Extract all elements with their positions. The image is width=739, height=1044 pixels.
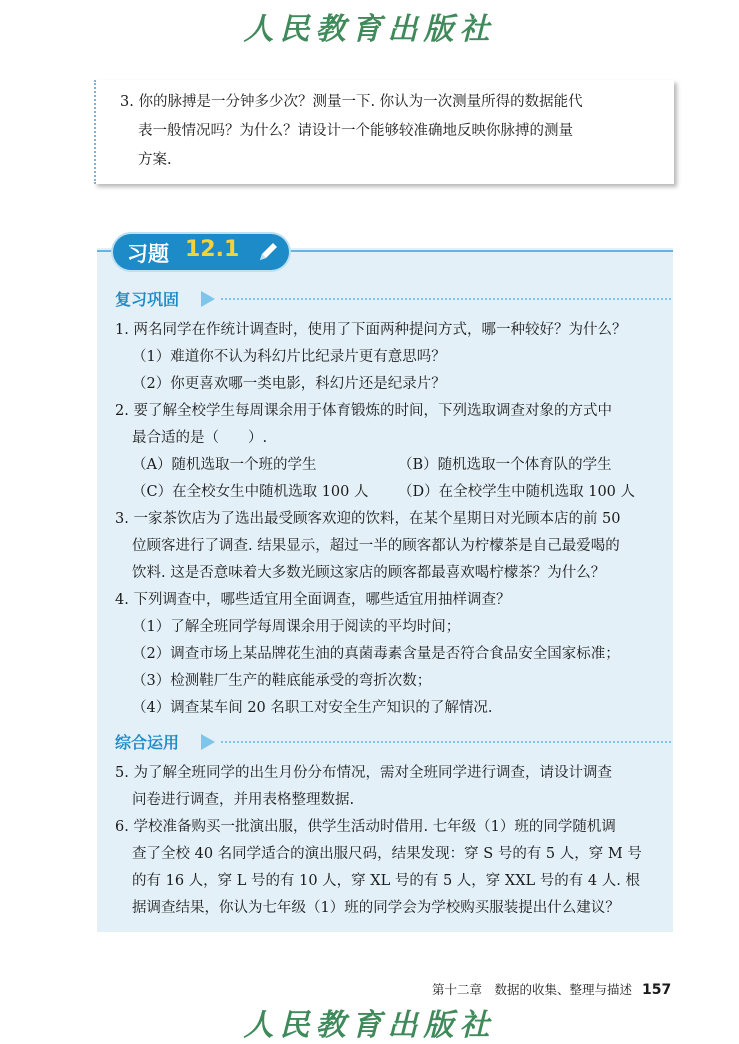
think-line: 方案. xyxy=(138,152,172,168)
section-application-label: 综合运用 xyxy=(115,733,180,752)
page-number: 157 xyxy=(642,982,672,998)
q2-option-d: （D）在全校学生中随机选取 100 人 xyxy=(398,484,636,500)
q4-item: （3）检测鞋厂生产的鞋底能承受的弯折次数； xyxy=(132,673,432,689)
q6-line: 的有 16 人，穿 L 号的有 10 人，穿 XL 号的有 5 人，穿 XXL 号的有 4 人. 根 xyxy=(132,873,640,889)
section-arrow-icon xyxy=(201,291,215,307)
exercise-title-badge xyxy=(113,234,289,270)
section-dotted-rule xyxy=(221,298,671,300)
q5-line: 5. 为了解全班同学的出生月份分布情况，需对全班同学进行调查，请设计调查 xyxy=(115,765,612,781)
q6-line: 6. 学校准备购买一批演出服，供学生活动时借用. 七年级（1）班的同学随机调 xyxy=(115,819,616,835)
q2-stem: 2. 要了解全校学生每周课余用于体育锻炼的时间，下列选取调查对象的方式中 xyxy=(115,403,612,419)
q3-line: 饮料. 这是否意味着大多数光顾这家店的顾客都最喜欢喝柠檬茶？为什么？ xyxy=(132,565,606,581)
section-review-label: 复习巩固 xyxy=(115,290,180,309)
think-line: 3. 你的脉搏是一分钟多少次？测量一下. 你认为一次测量所得的数据能代 xyxy=(120,94,583,110)
q1-item: （2）你更喜欢哪一类电影，科幻片还是纪录片？ xyxy=(132,376,446,392)
think-problem-text xyxy=(120,88,660,175)
exercise-number: 12.1 xyxy=(185,237,240,262)
pencil-icon xyxy=(255,239,281,265)
chapter-title: 第十二章 数据的收集、整理与描述 xyxy=(432,982,633,997)
q4-item: （1）了解全班同学每周课余用于阅读的平均时间； xyxy=(132,619,461,635)
q3-line: 位顾客进行了调查. 结果显示，超过一半的顾客都认为柠檬茶是自己最爱喝的 xyxy=(132,538,620,554)
q5-line: 问卷进行调查，并用表格整理数据. xyxy=(132,792,355,808)
q4-item: （4）调查某车间 20 名职工对安全生产知识的了解情况. xyxy=(132,700,493,716)
q2-option-b: （B）随机选取一个体育队的学生 xyxy=(398,457,612,473)
q1-item: （1）难道你不认为科幻片比纪录片更有意思吗？ xyxy=(132,349,446,365)
think-problem-box xyxy=(94,80,674,184)
q4-item: （2）调查市场上某品牌花生油的真菌毒素含量是否符合食品安全国家标准； xyxy=(132,646,620,662)
q6-line: 据调查结果，你认为七年级（1）班的同学会为学校购买服装提出什么建议？ xyxy=(132,900,620,916)
q3-line: 3. 一家茶饮店为了选出最受顾客欢迎的饮料，在某个星期日对光顾本店的前 50 xyxy=(115,511,621,527)
q1-stem: 1. 两名同学在作统计调查时，使用了下面两种提问方式，哪一种较好？为什么？ xyxy=(115,322,627,338)
publisher-logo-bottom: 人民教育出版社 xyxy=(243,1008,496,1043)
exercise-title: 习题 xyxy=(127,242,169,266)
q2-option-a: （A）随机选取一个班的学生 xyxy=(132,457,317,473)
section-dotted-rule xyxy=(221,741,671,743)
q2-option-c: （C）在全校女生中随机选取 100 人 xyxy=(132,484,369,500)
section-review xyxy=(115,287,179,311)
publisher-logo-top: 人民教育出版社 xyxy=(243,12,496,47)
think-line: 表一般情况吗？为什么？请设计一个能够较准确地反映你脉搏的测量 xyxy=(138,123,573,139)
q6-line: 查了全校 40 名同学适合的演出服尺码，结果发现：穿 S 号的有 5 人，穿 M 号 xyxy=(132,846,642,862)
q2-stem-cont: 最合适的是（ ）. xyxy=(132,430,268,446)
section-application xyxy=(115,730,179,754)
q4-stem: 4. 下列调查中，哪些适宜用全面调查，哪些适宜用抽样调查？ xyxy=(115,592,511,608)
page-footer xyxy=(432,980,672,998)
section-arrow-icon xyxy=(201,734,215,750)
